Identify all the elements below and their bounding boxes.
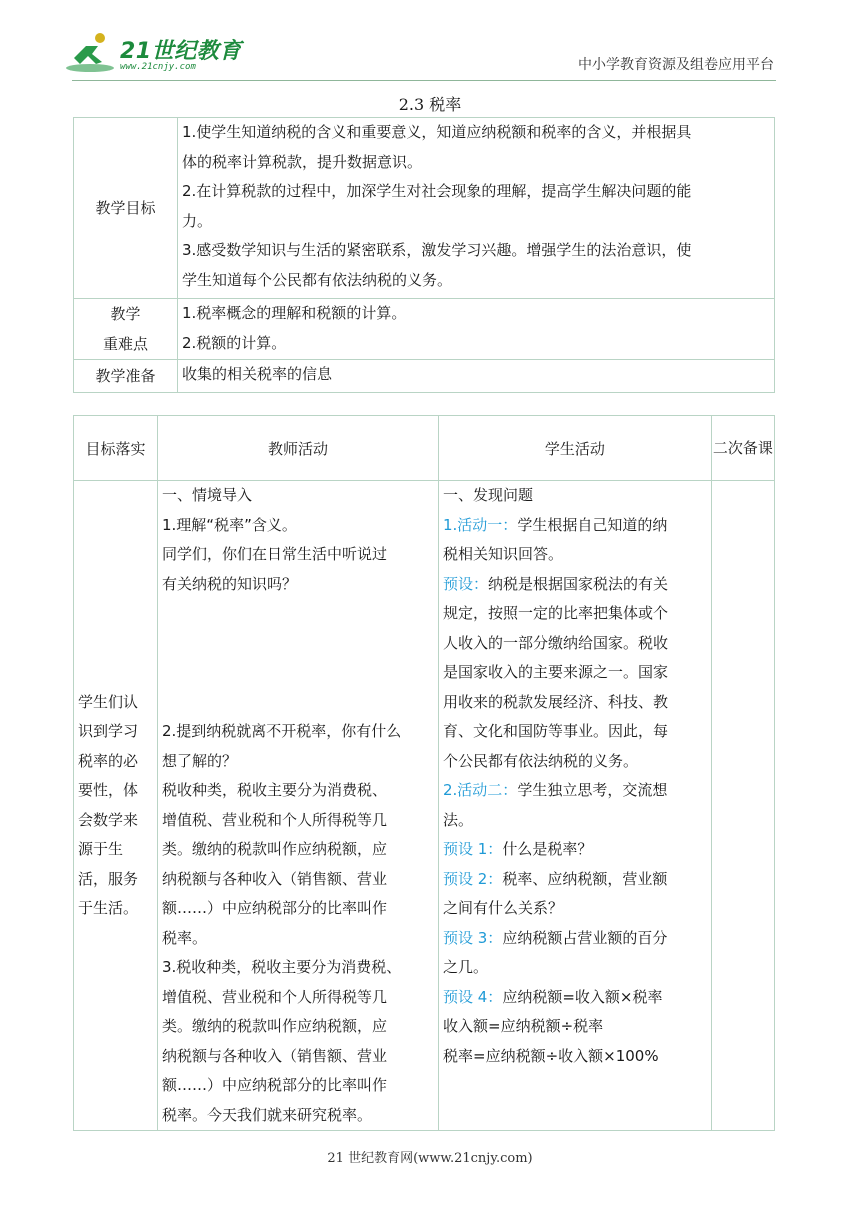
student-text: 应纳税额占营业额的百分 [502,928,668,947]
student-line [443,511,707,541]
student-text: 什么是税率？ [502,840,593,858]
student-line [443,1012,707,1042]
student-line [443,983,707,1013]
teacher-line: 想了解的？ [161,751,237,770]
page-title: 2.3 税率 [398,95,462,114]
student-text: 之几。 [443,958,489,976]
teacher-line: 2.提到纳税就离不开税率，你有什么 [161,722,402,740]
teacher-line: 一、情境导入 [161,486,252,504]
info-content [178,360,775,393]
info-row [74,118,775,299]
info-line: 2.税额的计算。 [182,333,287,352]
info-table [73,117,775,393]
student-line [443,747,707,777]
student-line [443,776,707,806]
highlight-label: 1.活动一： [443,515,518,534]
student-text: 税率=应纳税额÷收入额×100% [443,1046,659,1065]
logo-text: 21世纪教育 [120,39,242,64]
goal-line: 活，服务 [78,869,139,888]
info-line: 2.在计算税款的过程中，加深学生对社会现象的理解，提高学生解决问题的能 [182,182,692,200]
goal-cell [74,481,158,1131]
info-label: 教学目标 [74,118,178,299]
teacher-line: 类。缴纳的税款叫作应纳税额，应 [161,1017,387,1035]
highlight-label: 2.活动二： [443,781,518,799]
footer: 21 世纪教育网(www.21cnjy.com) [327,1151,533,1166]
teacher-line: 税率。今天我们就来研究税率。 [161,1105,372,1124]
info-content [178,299,775,360]
brand-logo [64,32,264,76]
student-line [443,1042,707,1072]
teacher-line: 增值税、营业税和个人所得税等几 [161,987,387,1006]
info-line: 体的税率计算税款，提升数据意识。 [182,152,423,171]
goal-line: 税率的必 [78,751,139,770]
highlight-label: 预设 2： [443,869,503,888]
info-line: 3.感受数学知识与生活的紧密联系，激发学习兴趣。增强学生的法治意识，使 [182,241,692,259]
platform-name: 中小学教育资源及组卷应用平台 [578,57,774,73]
teacher-cell [157,481,438,1131]
info-line: 1.税率概念的理解和税额的计算。 [182,304,407,322]
highlight-label: 预设 4： [443,987,503,1006]
student-line [443,540,707,570]
info-line: 力。 [182,211,213,230]
goal-line: 会数学来 [78,810,139,829]
goal-line: 识到学习 [78,722,139,740]
student-line [443,894,707,924]
student-text: 育、文化和国防等事业。因此，每 [443,722,669,740]
table-row [74,481,775,1131]
teacher-line: 税率。 [161,928,207,947]
student-cell [439,481,712,1131]
student-text: 收入额=应纳税额÷税率 [443,1017,604,1035]
teacher-line: 1.理解“税率”含义。 [161,515,297,534]
runner-icon [64,32,118,76]
teacher-line: 纳税额与各种收入（销售额、营业 [161,869,387,888]
student-line [443,658,707,688]
student-line [443,570,707,600]
teacher-line [162,688,434,718]
teacher-line: 增值税、营业税和个人所得税等几 [161,810,387,829]
student-line [443,924,707,954]
header-goal: 目标落实 [74,416,158,481]
student-line [443,481,707,511]
goal-line: 学生们认 [78,692,139,711]
teacher-line: 类。缴纳的税款叫作应纳税额，应 [161,840,387,858]
student-text: 规定，按照一定的比率把集体或个 [443,604,669,622]
revision-cell [711,481,774,1131]
student-line [443,865,707,895]
info-row [74,299,775,360]
header-revision: 二次备课 [711,416,774,481]
student-line [443,953,707,983]
header-student: 学生活动 [439,416,712,481]
student-text: 一、发现问题 [443,486,534,504]
teacher-line: 额……）中应纳税部分的比率叫作 [161,1076,387,1094]
teacher-line: 3.税收种类，税收主要分为消费税、 [161,958,402,976]
student-text: 税相关知识回答。 [443,545,564,563]
teacher-line: 额……）中应纳税部分的比率叫作 [161,899,387,917]
info-label: 教学准备 [74,360,178,393]
teacher-line [162,599,434,629]
goal-line: 源于生 [78,840,124,858]
student-text: 法。 [443,810,474,829]
teacher-line: 有关纳税的知识吗？ [161,574,297,593]
student-text: 学生独立思考，交流想 [517,781,668,799]
header-divider [72,80,776,81]
student-line [443,688,707,718]
student-line [443,806,707,836]
student-text: 是国家收入的主要来源之一。国家 [443,663,669,681]
goal-line: 要性，体 [78,781,139,799]
student-text: 个公民都有依法纳税的义务。 [443,751,639,770]
highlight-label: 预设 3： [443,928,503,947]
student-text: 人收入的一部分缴纳给国家。税收 [443,633,669,652]
info-line: 学生知道每个公民都有依法纳税的义务。 [182,270,453,289]
student-line [443,599,707,629]
student-line [443,629,707,659]
teacher-line: 税收种类，税收主要分为消费税、 [161,781,387,799]
teacher-line: 纳税额与各种收入（销售额、营业 [161,1046,387,1065]
info-label: 教学 重难点 [74,299,178,360]
teacher-line [162,629,434,659]
student-text: 税率、应纳税额，营业额 [502,869,668,888]
highlight-label: 预设： [443,574,489,593]
info-row [74,360,775,393]
highlight-label: 预设 1： [443,840,503,858]
activity-table [73,415,775,1131]
student-line [443,717,707,747]
teacher-line: 同学们，你们在日常生活中听说过 [161,545,387,563]
table-header-row [74,416,775,481]
student-text: 应纳税额=收入额×税率 [502,987,663,1006]
header-teacher: 教师活动 [157,416,438,481]
goal-line: 于生活。 [78,899,139,917]
student-text: 用收来的税款发展经济、科技、教 [443,692,669,711]
info-content [178,118,775,299]
student-line [443,835,707,865]
student-text: 学生根据自己知道的纳 [517,515,668,534]
info-line: 收集的相关税率的信息 [182,365,333,383]
info-line: 1.使学生知道纳税的含义和重要意义，知道应纳税额和税率的含义，并根据具 [182,123,692,141]
student-text: 纳税是根据国家税法的有关 [488,574,669,593]
student-text: 之间有什么关系？ [443,899,564,917]
teacher-line [162,658,434,688]
logo-url: www.21cnjy.com [120,62,196,72]
